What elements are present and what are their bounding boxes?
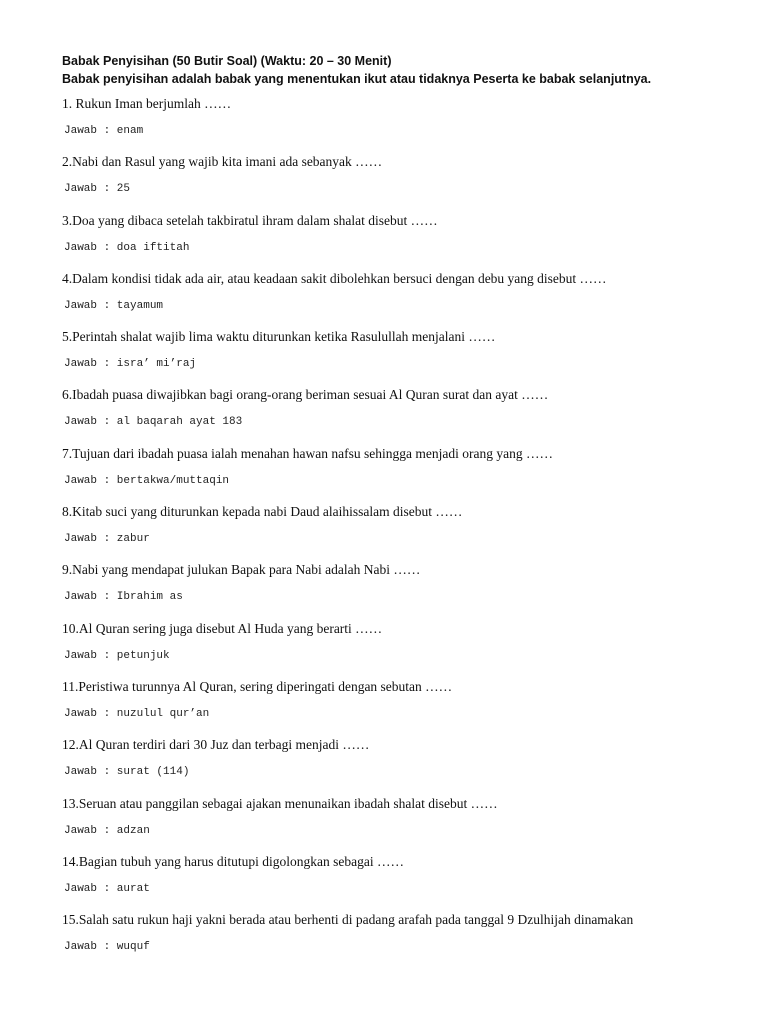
answer-text: Jawab : enam — [64, 125, 144, 137]
question-text: 8.Kitab suci yang diturunkan kepada nabi Daud alaihissalam disebut …… — [62, 504, 463, 520]
question-item — [62, 794, 722, 852]
answer-text: Jawab : adzan — [64, 824, 150, 837]
question-item — [62, 269, 722, 327]
answer-text: Jawab : aurat — [64, 882, 150, 895]
question-text: 7.Tujuan dari ibadah puasa ialah menahan hawan nafsu sehingga menjadi orang yang …… — [62, 445, 553, 461]
answer-text: Jawab : 25 — [64, 183, 131, 196]
question-text: 5.Perintah shalat wajib lima waktu diturunkan ketika Rasulullah menjalani …… — [62, 329, 496, 345]
question-text: 1. Rukun Iman berjumlah …… — [62, 96, 232, 111]
document-page — [62, 52, 722, 968]
question-item — [62, 327, 722, 385]
question-text: 2.Nabi dan Rasul yang wajib kita imani ada sebanyak …… — [62, 154, 383, 170]
answer-text: Jawab : surat (114) — [64, 766, 190, 779]
question-text: 4.Dalam kondisi tidak ada air, atau keadaan sakit dibolehkan bersuci dengan debu yang disebut …… — [62, 270, 607, 286]
question-text: 13.Seruan atau panggilan sebagai ajakan menunaikan ibadah shalat disebut …… — [62, 795, 498, 811]
question-text: 3.Doa yang dibaca setelah takbiratul ihram dalam shalat disebut …… — [62, 212, 438, 228]
question-text: 12.Al Quran terdiri dari 30 Juz dan terbagi menjadi …… — [62, 737, 370, 753]
question-item — [62, 94, 722, 152]
question-item — [62, 852, 722, 910]
answer-text: Jawab : bertakwa/muttaqin — [64, 474, 230, 487]
question-item — [62, 619, 722, 677]
question-item — [62, 502, 722, 560]
answer-text: Jawab : al baqarah ayat 183 — [64, 416, 243, 429]
answer-text: Jawab : nuzulul qur’an — [64, 707, 210, 720]
answer-text: Jawab : isra’ mi’raj — [64, 358, 197, 371]
question-text: 15.Salah satu rukun haji yakni berada atau berhenti di padang arafah pada tanggal 9 Dzulhijah dinamakan — [62, 912, 634, 928]
question-item — [62, 677, 722, 735]
question-text: 10.Al Quran sering juga disebut Al Huda yang berarti …… — [62, 620, 383, 636]
answer-text: Jawab : zabur — [64, 533, 150, 546]
question-item — [62, 152, 722, 210]
question-item — [62, 735, 722, 793]
question-item — [62, 560, 722, 618]
question-item — [62, 444, 722, 502]
document-subtitle: Babak penyisihan adalah babak yang menentukan ikut atau tidaknya Peserta ke babak selanjutnya. — [62, 72, 652, 86]
question-text: 6.Ibadah puasa diwajibkan bagi orang-orang beriman sesuai Al Quran surat dan ayat …… — [62, 387, 549, 403]
question-list — [62, 94, 722, 968]
answer-text: Jawab : tayamum — [64, 299, 164, 312]
question-text: 14.Bagian tubuh yang harus ditutupi digolongkan sebagai …… — [62, 853, 404, 869]
question-text: 11.Peristiwa turunnya Al Quran, sering diperingati dengan sebutan …… — [62, 678, 453, 694]
question-item — [62, 211, 722, 269]
question-item — [62, 910, 722, 968]
answer-text: Jawab : wuquf — [64, 941, 150, 954]
answer-text: Jawab : petunjuk — [64, 649, 170, 662]
answer-text: Jawab : Ibrahim as — [64, 591, 183, 604]
document-title: Babak Penyisihan (50 Butir Soal) (Waktu: 20 – 30 Menit) — [62, 54, 392, 68]
question-text: 9.Nabi yang mendapat julukan Bapak para Nabi adalah Nabi …… — [62, 562, 421, 578]
question-item — [62, 385, 722, 443]
answer-text: Jawab : doa iftitah — [64, 241, 190, 254]
